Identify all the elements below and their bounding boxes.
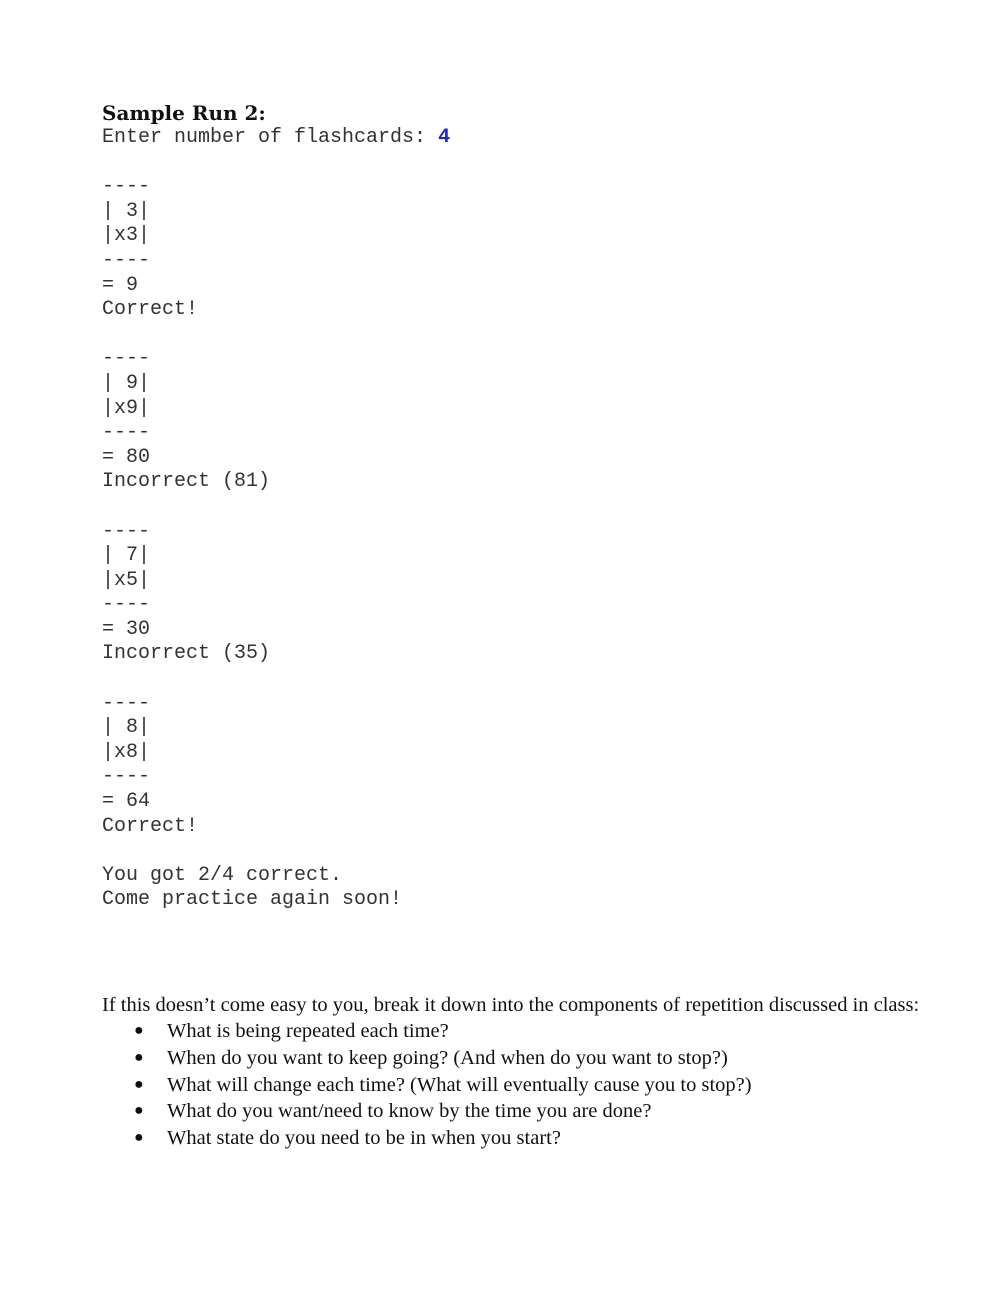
list-item-text: When do you want to keep going? (And when do you want to stop?) xyxy=(167,1047,728,1069)
spacer xyxy=(102,495,972,520)
list-item-text: What is being repeated each time? xyxy=(167,1020,449,1043)
section-heading: Sample Run 2: xyxy=(102,101,266,125)
flashcard xyxy=(102,175,972,323)
card-border-bottom: ---- xyxy=(102,421,151,445)
card-result: Incorrect (81) xyxy=(102,470,271,494)
bullet-icon: ● xyxy=(134,1049,144,1066)
card-result: Correct! xyxy=(102,814,199,838)
card-result: Correct! xyxy=(102,298,199,322)
list-item xyxy=(102,1072,972,1099)
list-item-text: What state do you need to be in when you start? xyxy=(167,1126,561,1149)
bullet-icon: ● xyxy=(134,1128,144,1146)
card-answer: = 30 xyxy=(102,617,151,641)
list-item xyxy=(102,1018,972,1045)
score-summary: You got 2/4 correct. xyxy=(102,863,343,887)
card-border-bottom: ---- xyxy=(102,248,151,272)
card-bottom-operand: |x5| xyxy=(102,568,151,592)
card-top-operand: | 8| xyxy=(102,716,151,740)
card-border-top: ---- xyxy=(102,347,151,371)
list-item-text: What will change each time? (What will eventually cause you to stop?) xyxy=(167,1073,752,1096)
spacer xyxy=(102,667,972,692)
spacer xyxy=(102,839,972,864)
bullet-icon: ● xyxy=(134,1022,144,1040)
list-item xyxy=(102,1098,972,1125)
card-border-top: ---- xyxy=(102,175,151,199)
user-input-value: 4 xyxy=(438,126,451,149)
card-bottom-operand: |x3| xyxy=(102,224,151,248)
card-border-bottom: ---- xyxy=(102,765,151,789)
spacer xyxy=(102,323,972,348)
flashcard xyxy=(102,520,972,668)
list-item-text: What do you want/need to know by the time you are done? xyxy=(167,1100,652,1123)
list-item xyxy=(102,1045,972,1072)
card-answer: = 64 xyxy=(102,790,151,814)
prompt-label: Enter number of flashcards: xyxy=(102,126,439,149)
card-border-top: ---- xyxy=(102,519,151,543)
guidance-list xyxy=(102,1018,972,1151)
card-top-operand: | 3| xyxy=(102,199,151,223)
sample-run xyxy=(102,100,972,913)
bullet-icon: ● xyxy=(134,1075,144,1093)
card-bottom-operand: |x9| xyxy=(102,396,151,420)
bullet-icon: ● xyxy=(134,1102,144,1120)
guidance-intro: If this doesn’t come easy to you, break it down into the components of repetition discussed in class: xyxy=(102,994,920,1016)
list-item xyxy=(102,1125,972,1152)
card-bottom-operand: |x8| xyxy=(102,740,151,764)
card-top-operand: | 7| xyxy=(102,544,151,568)
card-border-bottom: ---- xyxy=(102,593,151,617)
card-result: Incorrect (35) xyxy=(102,642,271,666)
spacer xyxy=(102,151,972,176)
card-top-operand: | 9| xyxy=(102,371,151,395)
card-answer: = 80 xyxy=(102,445,151,469)
flashcard xyxy=(102,347,972,495)
repetition-guidance xyxy=(102,992,972,1151)
card-border-top: ---- xyxy=(102,691,151,715)
flashcard-count-prompt xyxy=(102,126,972,151)
flashcard xyxy=(102,692,972,840)
farewell-message: Come practice again soon! xyxy=(102,888,403,912)
card-answer: = 9 xyxy=(102,273,139,297)
